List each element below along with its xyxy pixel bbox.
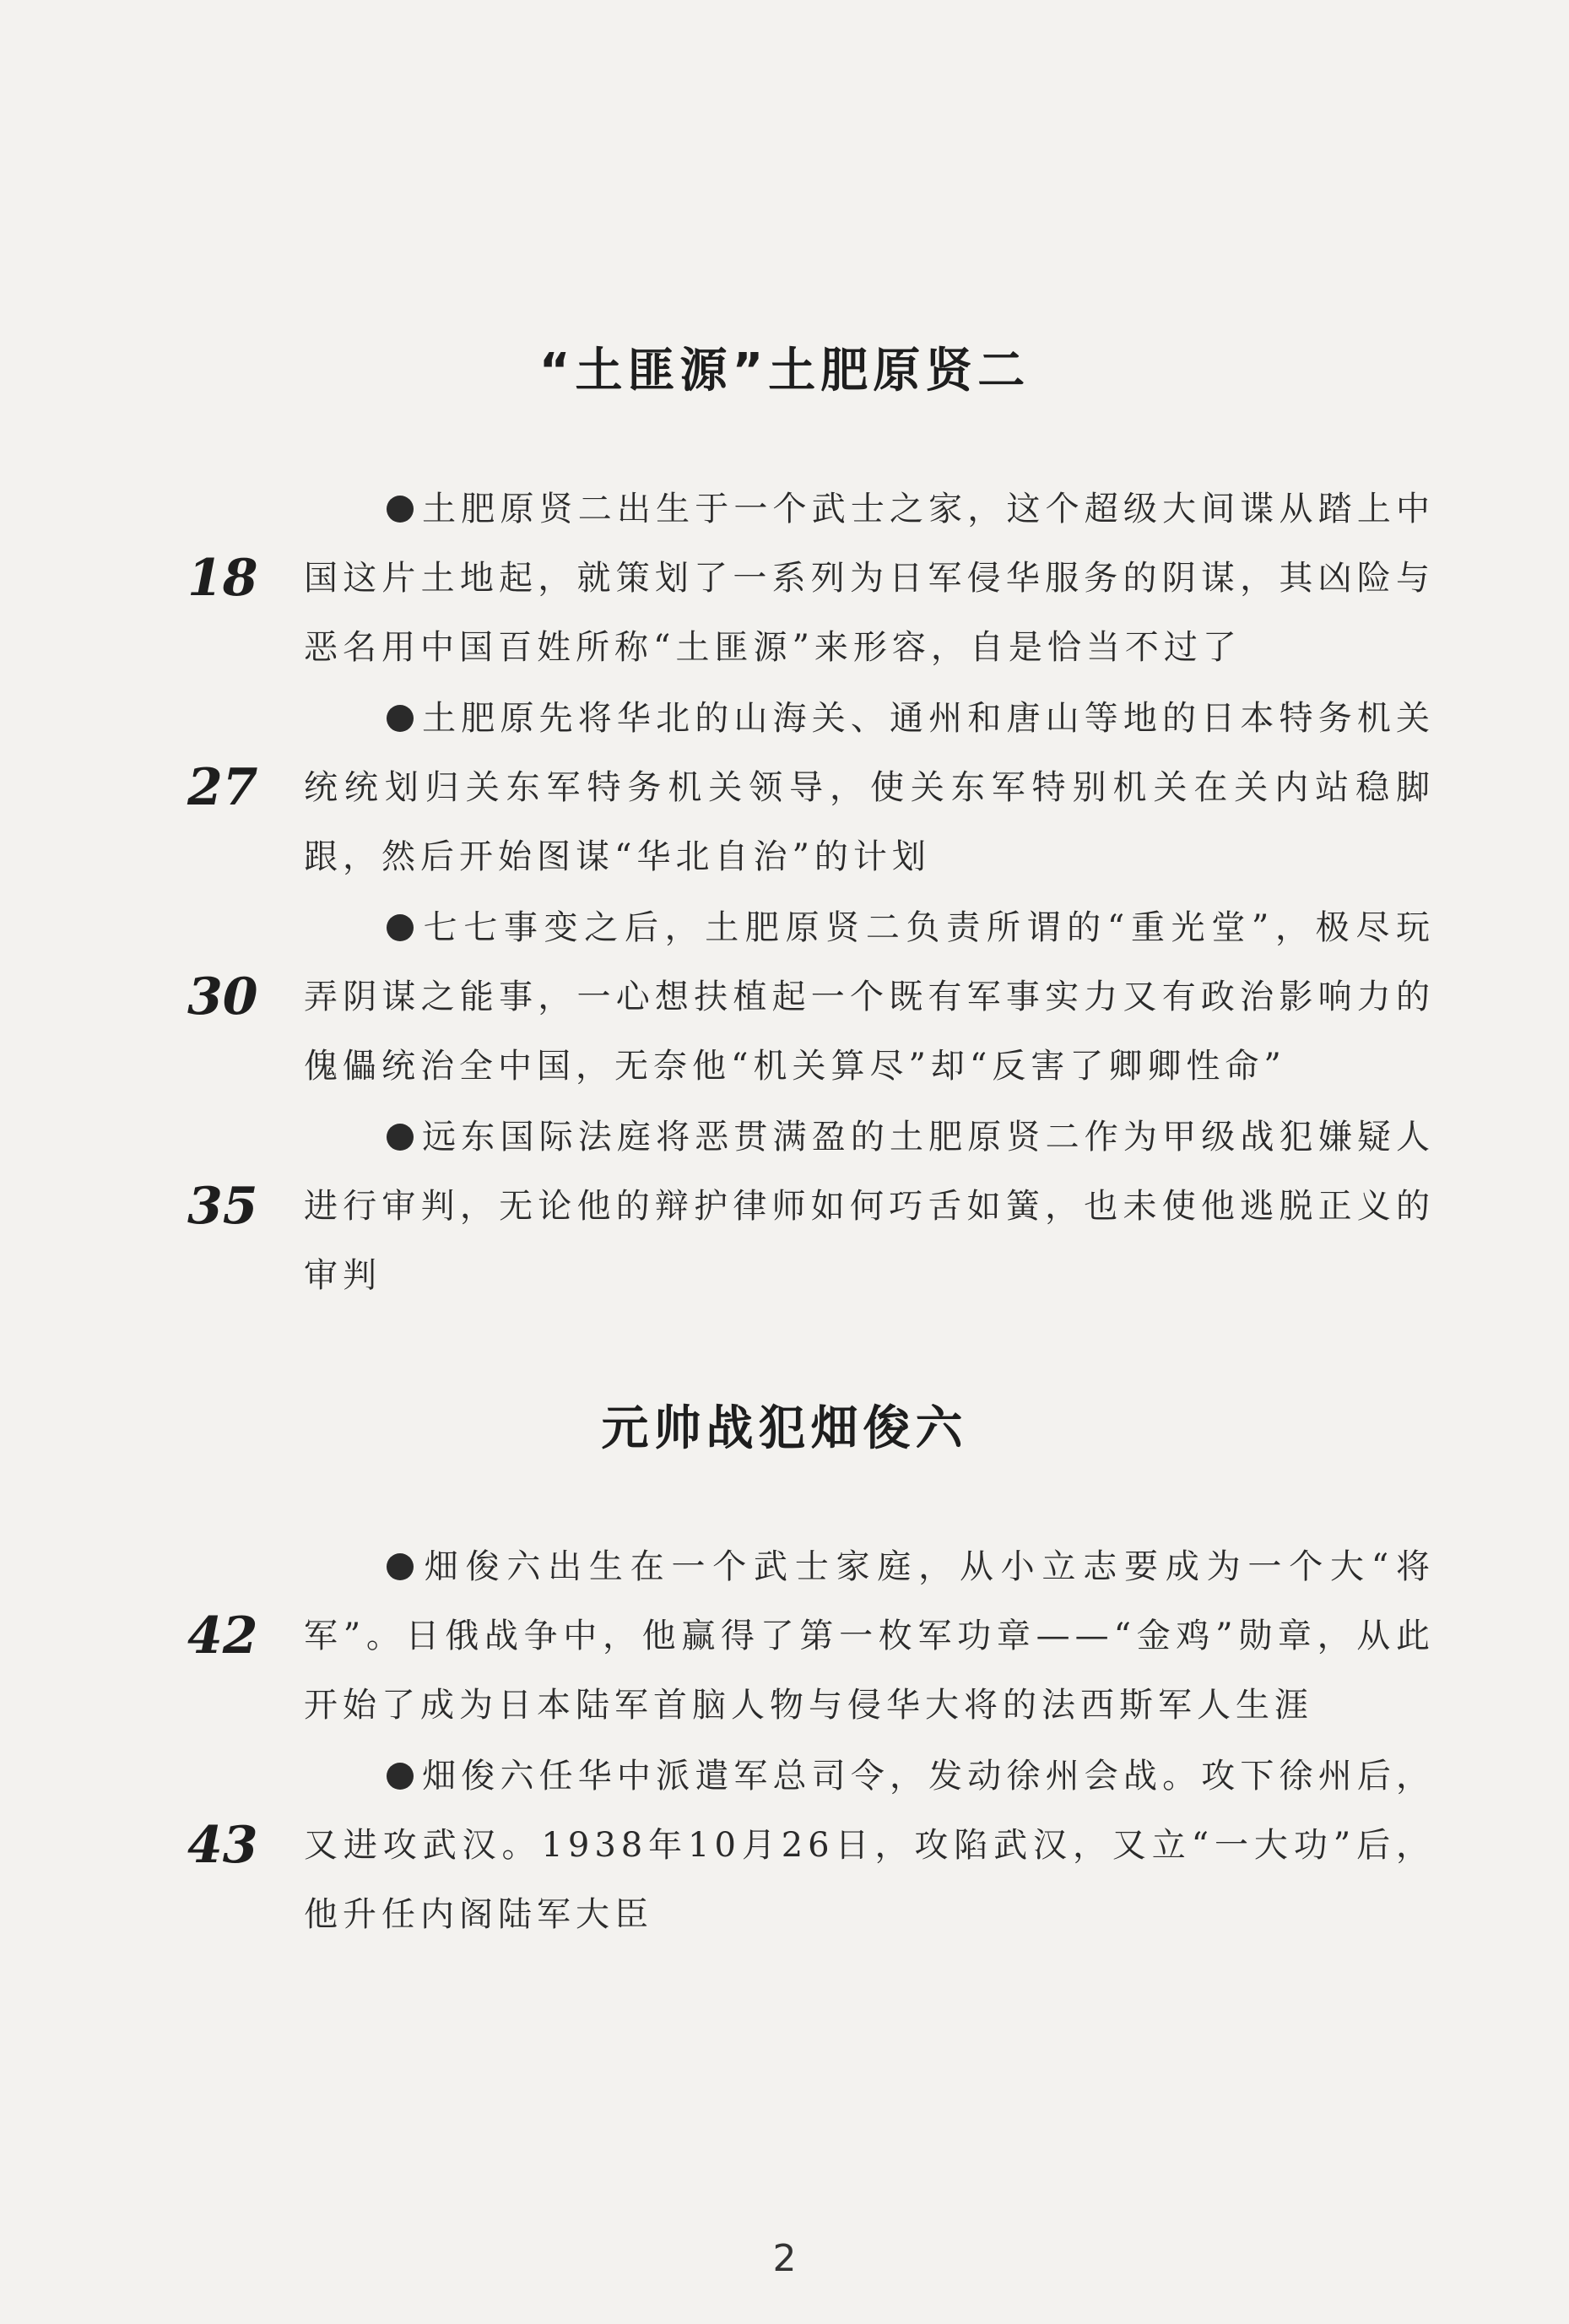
entry-page-number: 27 [187,758,258,817]
entry-page-number: 35 [187,1177,258,1236]
section-title-doihara: “土匪源”土肥原贤二 [538,344,1031,398]
entry-page-number: 30 [187,967,258,1027]
bullet-icon [387,914,414,941]
entry-summary: 土肥原贤二出生于一个武士之家，这个超级大间谍从踏上中国这片土地起，就策划了一系列为日军侵华服务的阴谋，其凶险与恶名用中国百姓所称“土匪源”来形容，自是恰当不过了 [304,490,1435,667]
page-footer-number: 2 [772,2237,797,2280]
entry-summary: 土肥原先将华北的山海关、通州和唐山等地的日本特务机关统统划归关东军特务机关领导，使关东军特别机关在关内站稳脚跟，然后开始图谋“华北自治”的计划 [304,699,1435,876]
entry-summary: 远东国际法庭将恶贯满盈的土肥原贤二作为甲级战犯嫌疑人进行审判，无论他的辩护律师如何巧舌如簧，也未使他逃脱正义的审判 [304,1118,1435,1295]
bullet-icon [387,496,414,523]
section-title-hata: 元帅战犯畑俊六 [601,1401,968,1456]
entry-page-number: 18 [187,549,258,608]
bullet-icon [387,1553,414,1580]
entry-page-number: 43 [187,1816,258,1875]
bullet-icon [387,1124,414,1151]
entry-page-number: 42 [187,1606,258,1666]
entry-summary: 七七事变之后，土肥原贤二负责所谓的“重光堂”，极尽玩弄阴谋之能事，一心想扶植起一个既有军事实力又有政治影响力的傀儡统治全中国，无奈他“机关算尽”却“反害了卿卿性命” [304,908,1435,1086]
entry-summary: 畑俊六出生在一个武士家庭，从小立志要成为一个大“将军”。日俄战争中，他赢得了第一枚军功章——“金鸡”勋章，从此开始了成为日本陆军首脑人物与侵华大将的法西斯军人生涯 [304,1547,1435,1725]
bullet-icon [387,705,414,732]
entry-summary: 畑俊六任华中派遣军总司令，发动徐州会战。攻下徐州后，又进攻武汉。1938年10月26日，攻陷武汉，又立“一大功”后，他升任内阁陆军大臣 [304,1757,1435,1934]
bullet-icon [387,1763,414,1790]
